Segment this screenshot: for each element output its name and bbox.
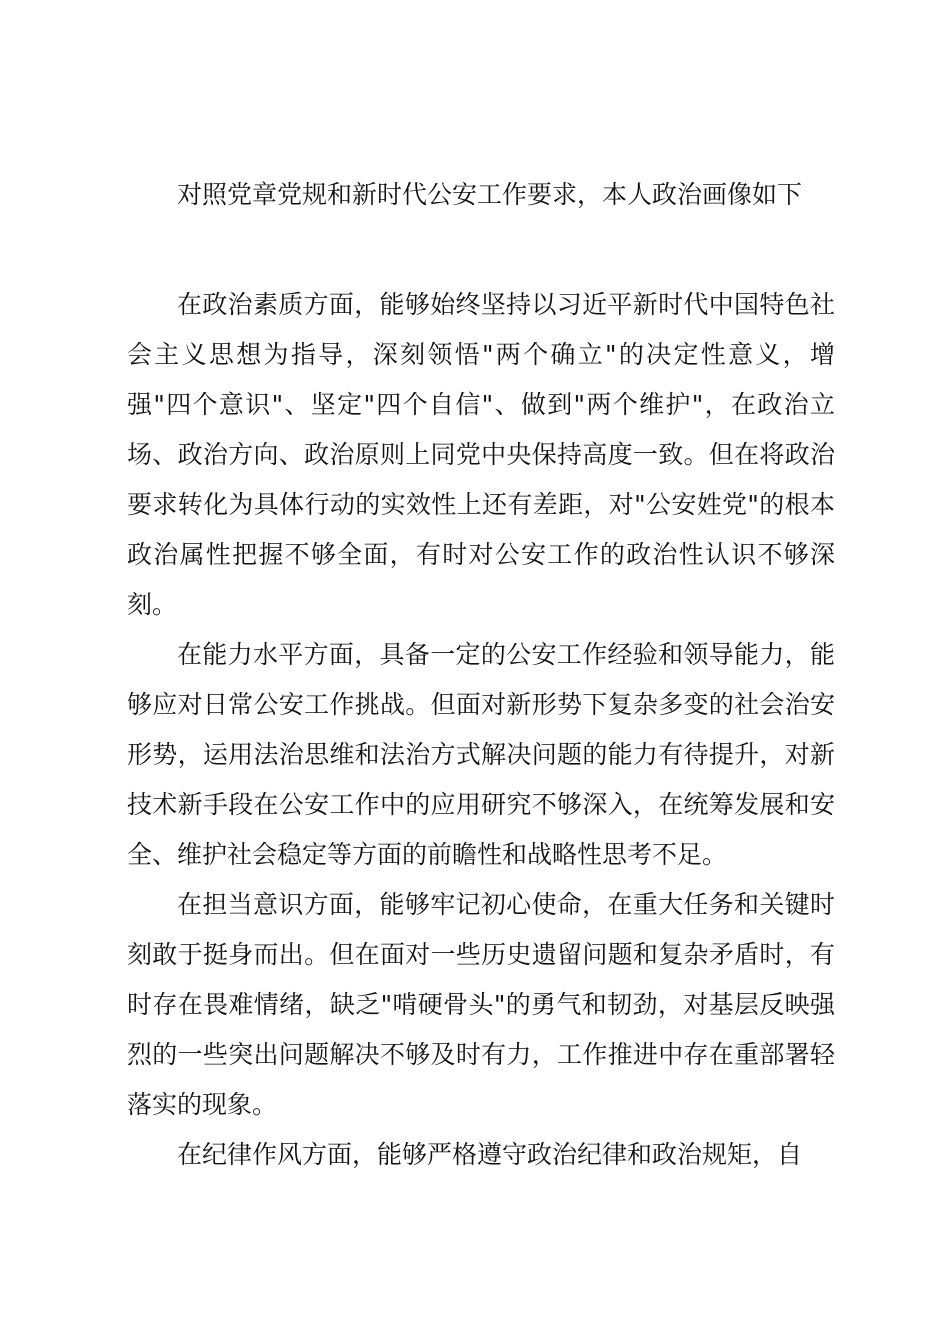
document-body — [127, 178, 835, 1180]
intro-line: 对照党章党规和新时代公安工作要求，本人政治画像如下 — [177, 180, 803, 209]
paragraph-discipline: 在纪律作风方面，能够严格遵守政治纪律和政治规矩，自 — [177, 1140, 803, 1169]
paragraph-ability-level: 在能力水平方面，具备一定的公安工作经验和领导能力，能够应对日常公安工作挑战。但面对新形势下复杂多变的社会治安形势，运用法治思维和法治方式解决问题的能力有待提升，对新技术新手段在公安工作中的应用研究不够深入，在统筹发展和安全、维护社会稳定等方面的前瞻性和战略性思考不足。 — [127, 640, 835, 869]
paragraph-responsibility: 在担当意识方面，能够牢记初心使命，在重大任务和关键时刻敢于挺身而出。但在面对一些历史遗留问题和复杂矛盾时，有时存在畏难情绪，缺乏"啃硬骨头"的勇气和韧劲，对基层反映强烈的一些突出问题解决不够及时有力，工作推进中存在重部署轻落实的现象。 — [127, 890, 835, 1119]
paragraph-political-quality: 在政治素质方面，能够始终坚持以习近平新时代中国特色社会主义思想为指导，深刻领悟"两个确立"的决定性意义，增强"四个意识"、坚定"四个自信"、做到"两个维护"，在政治立场、政治方向、政治原则上同党中央保持高度一致。但在将政治要求转化为具体行动的实效性上还有差距，对"公安姓党"的根本政治属性把握不够全面，有时对公安工作的政治性认识不够深刻。 — [127, 290, 835, 619]
